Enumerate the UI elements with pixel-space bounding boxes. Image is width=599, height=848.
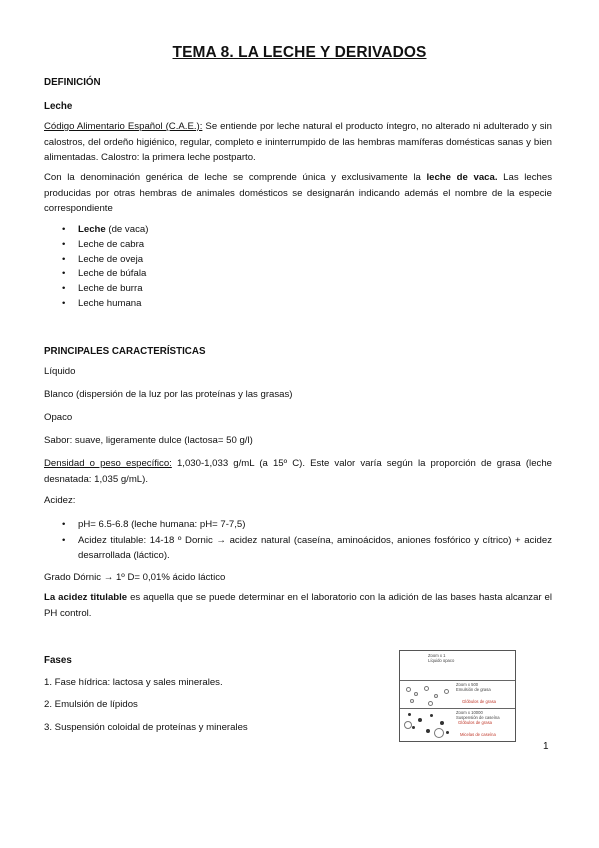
list-item-rest: (de vaca) bbox=[105, 224, 149, 235]
bullet-icon: • bbox=[62, 253, 66, 265]
titulable-text: es aquella que se puede determinar en el laboratorio con la adición de las bases hasta alcanzar el PH control. bbox=[44, 592, 553, 619]
figure-label: Suspensión de caseína bbox=[456, 715, 500, 720]
list-item-text: pH= 6.5-6.8 (leche humana: pH= 7-7,5) bbox=[78, 519, 246, 530]
page-number: 1 bbox=[543, 741, 549, 752]
casein-micelle bbox=[426, 729, 430, 733]
denominacion-paragraph bbox=[44, 170, 552, 217]
subheading-leche: Leche bbox=[44, 101, 73, 112]
figure-divider bbox=[400, 708, 515, 709]
densidad-text: 1,030-1,033 g/mL (a 15º C). Este valor varía según la proporción de grasa (leche desnatada: 1,035 g/mL). bbox=[44, 458, 552, 485]
list-item bbox=[62, 282, 148, 297]
titulable-bold: La acidez titulable bbox=[44, 592, 128, 603]
bullet-icon: • bbox=[62, 519, 66, 530]
char-acidez: Acidez: bbox=[44, 495, 76, 506]
figure-label: Líquido opaco bbox=[428, 658, 455, 663]
list-item bbox=[62, 238, 148, 253]
casein-micelle bbox=[412, 726, 415, 729]
bullet-icon: • bbox=[62, 535, 66, 546]
char-sabor: Sabor: suave, ligeramente dulce (lactosa= 50 g/l) bbox=[44, 435, 253, 446]
char-liquido: Líquido bbox=[44, 366, 76, 377]
dornic-line: Grado Dórnic → 1º D= 0,01% ácido láctico bbox=[44, 572, 226, 583]
fase-item: 1. Fase hídrica: lactosa y sales minerales. bbox=[44, 677, 223, 688]
char-blanco: Blanco (dispersión de la luz por las proteínas y las grasas) bbox=[44, 389, 293, 400]
denominacion-text-a: Con la denominación genérica de leche se comprende única y exclusivamente la bbox=[44, 172, 427, 183]
casein-micelle bbox=[446, 731, 449, 734]
titulable-paragraph bbox=[44, 590, 552, 621]
casein-micelle bbox=[430, 714, 433, 717]
cae-label: Código Alimentario Español (C.A.E.): bbox=[44, 121, 203, 132]
bullet-icon: • bbox=[62, 224, 66, 235]
list-item-text: Acidez titulable: 14-18 º Dornic → acidez natural (caseína, aminoácidos, aniones fosfórico y cítrico) + acidez desarrollada (láctico). bbox=[78, 535, 552, 561]
fat-globule bbox=[414, 692, 418, 696]
denominacion-text-b: Las leches producidas por otras hembras de animales domésticos se designarán indicando además el nombre de la especie correspondiente bbox=[44, 172, 552, 214]
figure-divider bbox=[400, 680, 515, 681]
list-item bbox=[62, 533, 552, 563]
list-item bbox=[62, 223, 148, 238]
section-heading-definicion: DEFINICIÓN bbox=[44, 77, 101, 88]
fat-globule bbox=[434, 728, 444, 738]
list-item bbox=[62, 267, 148, 282]
figure-label: Glóbulos de grasa bbox=[458, 720, 492, 725]
bullet-icon: • bbox=[62, 297, 66, 309]
section-heading-caracteristicas: PRINCIPALES CARACTERÍSTICAS bbox=[44, 346, 206, 357]
document-title: TEMA 8. LA LECHE Y DERIVADOS bbox=[172, 44, 427, 61]
list-item bbox=[62, 297, 148, 312]
figure-label: Glóbulos de grasa bbox=[462, 699, 496, 704]
bullet-icon: • bbox=[62, 283, 66, 295]
fat-globule bbox=[410, 699, 414, 703]
figure-label: Zoom x 10000 bbox=[456, 710, 483, 715]
figure-label: Micelas de caseína bbox=[460, 732, 496, 737]
list-item-text: Leche de oveja bbox=[78, 253, 144, 265]
cae-paragraph bbox=[44, 119, 552, 166]
fat-globule bbox=[404, 721, 412, 729]
figure-label: Zoom x 500 bbox=[456, 682, 479, 687]
list-item-text: Leche humana bbox=[78, 297, 142, 309]
fat-globule bbox=[424, 686, 429, 691]
fase-item: 2. Emulsión de lípidos bbox=[44, 699, 138, 710]
list-item-text: Leche de burra bbox=[78, 283, 143, 295]
fat-globule bbox=[444, 689, 449, 694]
section-heading-fases: Fases bbox=[44, 655, 72, 666]
bullet-icon: • bbox=[62, 238, 66, 250]
casein-micelle bbox=[440, 721, 444, 725]
acidez-list bbox=[62, 517, 552, 563]
fat-globule bbox=[428, 701, 433, 706]
casein-micelle bbox=[408, 713, 411, 716]
list-item bbox=[62, 517, 552, 533]
fase-item: 3. Suspensión coloidal de proteínas y minerales bbox=[44, 722, 248, 733]
list-item bbox=[62, 253, 148, 268]
milk-types-list bbox=[62, 223, 148, 312]
milk-phases-figure bbox=[399, 650, 516, 742]
casein-micelle bbox=[418, 718, 422, 722]
densidad-label: Densidad o peso específico: bbox=[44, 458, 172, 469]
figure-label: Emulsión de grasa bbox=[456, 687, 491, 692]
bullet-icon: • bbox=[62, 268, 66, 280]
list-item-text: Leche de búfala bbox=[78, 268, 147, 280]
char-opaco: Opaco bbox=[44, 412, 73, 423]
list-item-bold: Leche bbox=[78, 224, 106, 235]
cae-text: Se entiende por leche natural el producto íntegro, no alterado ni adulterado y sin calostros, del ordeño higiénico, regular, completo e ininterrumpido de las hembras mamíferas domésticas sanas y bien alimentadas. Calostro: la primera leche postparto. bbox=[44, 121, 552, 163]
fat-globule bbox=[406, 687, 411, 692]
fat-globule bbox=[434, 694, 438, 698]
densidad-paragraph bbox=[44, 456, 552, 487]
denominacion-bold: leche de vaca. bbox=[426, 172, 498, 183]
figure-label: Zoom x 1 bbox=[428, 653, 446, 658]
list-item-text: Leche de cabra bbox=[78, 238, 145, 250]
